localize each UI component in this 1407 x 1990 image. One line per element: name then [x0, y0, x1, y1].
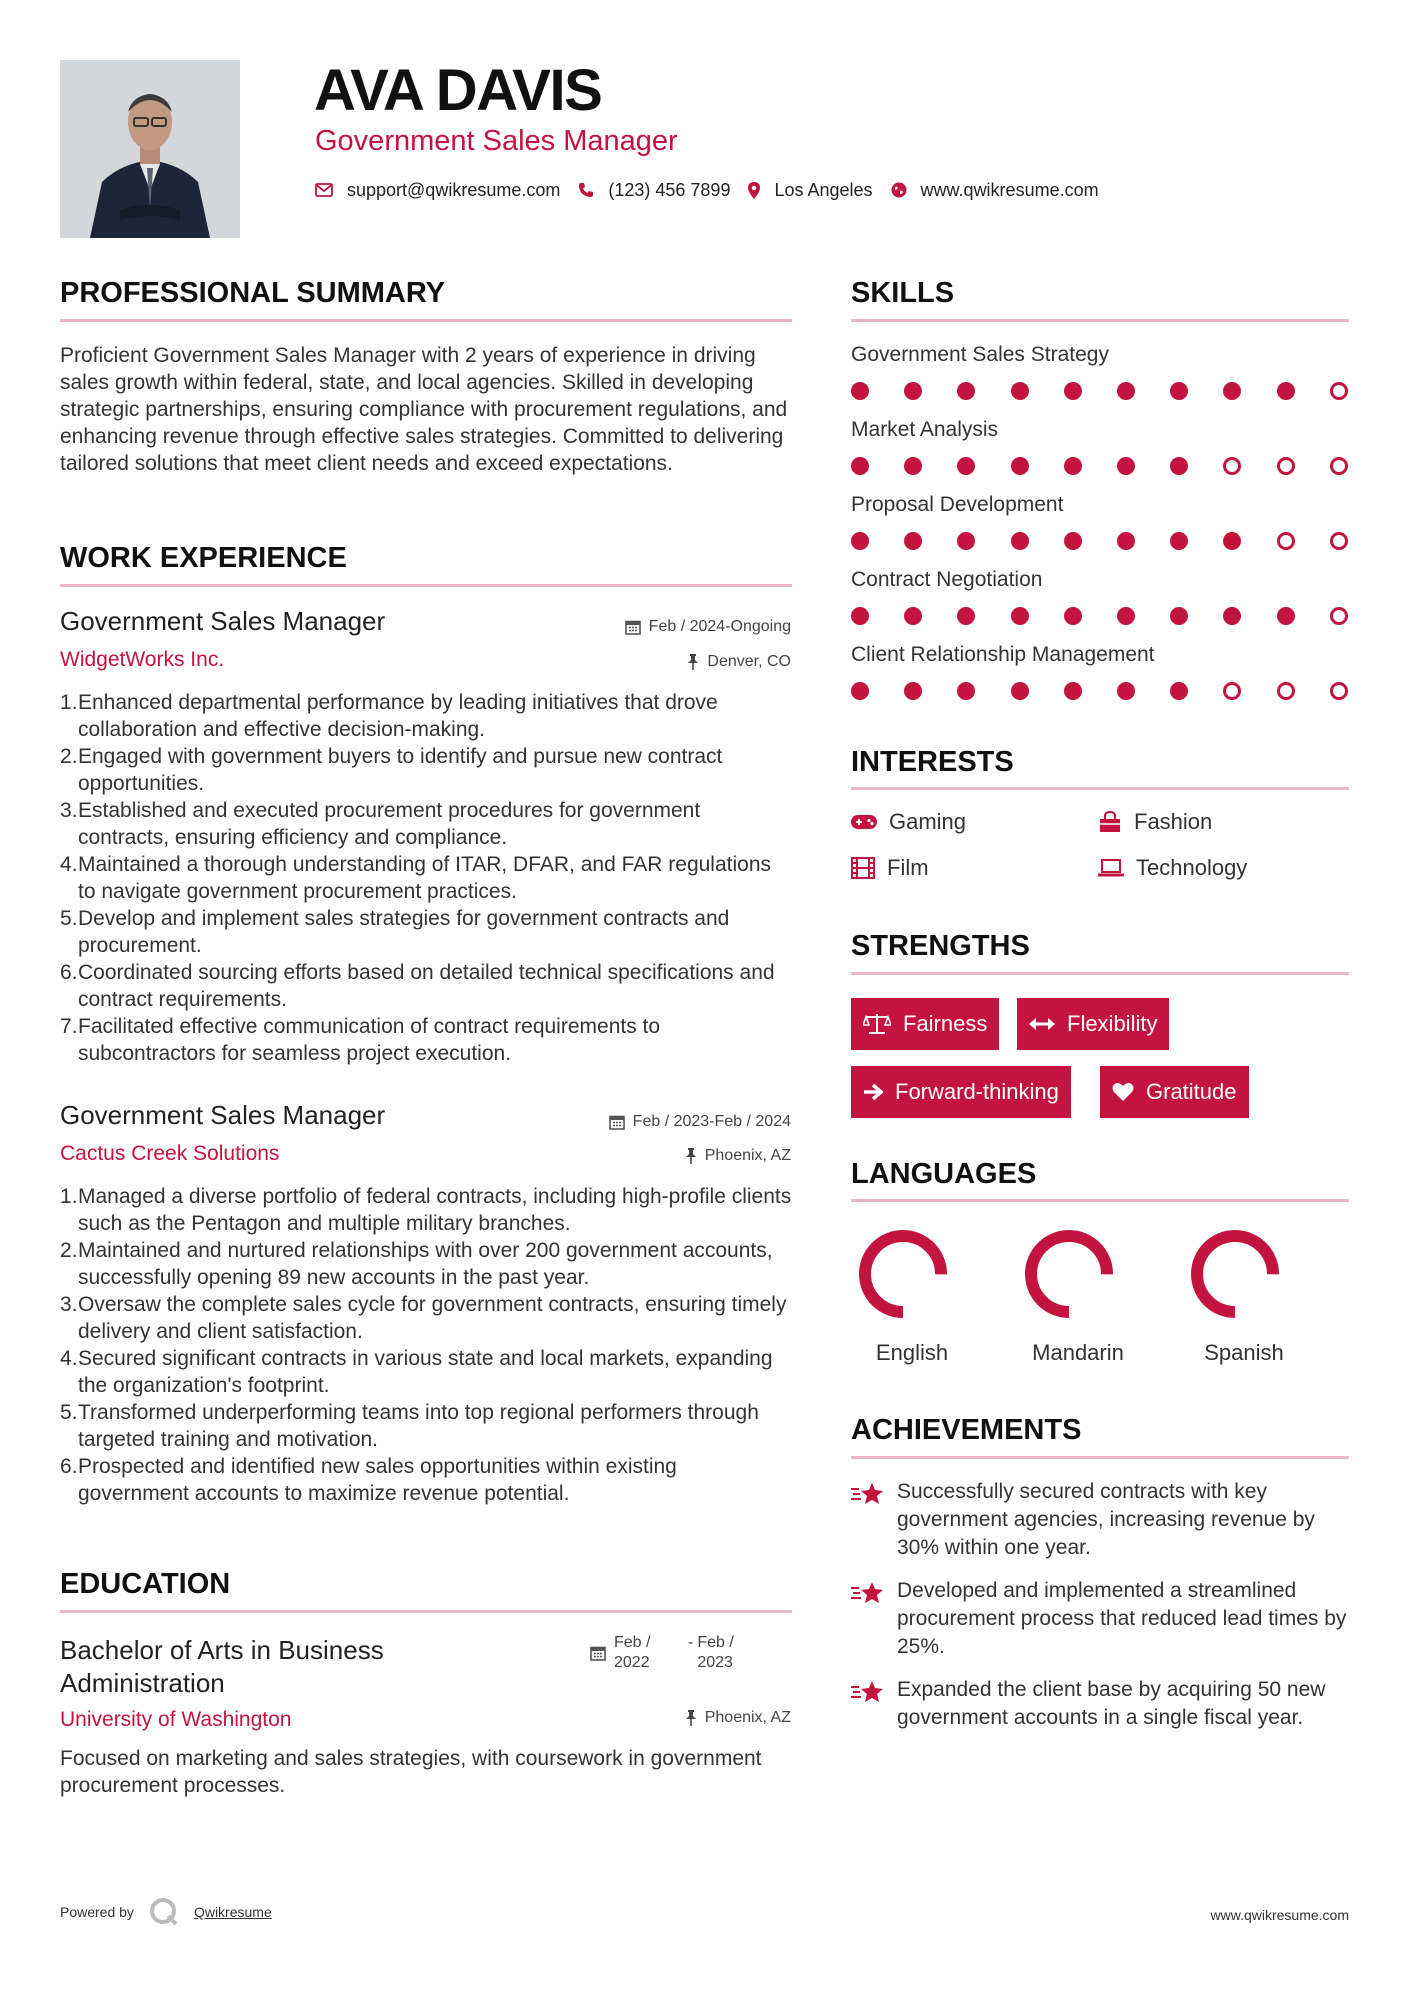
languages-heading: LANGUAGES	[851, 1158, 1037, 1190]
language-gauge	[1014, 1219, 1124, 1329]
list-item: Managed a diverse portfolio of federal contracts, including high-profile clients such as the Pentagon and multiple military branches.	[78, 1185, 792, 1235]
language-name: Mandarin	[1032, 1340, 1124, 1365]
qwikresume-logo-icon	[148, 1896, 180, 1928]
footer-branding	[60, 1896, 272, 1928]
summary-text: Proficient Government Sales Manager with 2 years of experience in driving sales growth within federal, state, and local agencies. Skilled in developing strategic partnerships, ensuring compliance with procurement regulations, and enhancing revenue through effective sales strategies. Committed to delivering tailored solutions that meet client needs and exceed expectations.	[60, 344, 788, 475]
rating-dot-filled	[1011, 382, 1029, 400]
rating-dot-filled	[957, 682, 975, 700]
rating-dot-empty	[1330, 682, 1348, 700]
education-end: Feb / 2023	[697, 1634, 734, 1671]
language-gauge-arc	[1197, 1236, 1273, 1312]
footer-url[interactable]: www.qwikresume.com	[1210, 1907, 1349, 1923]
rating-dot-filled	[1223, 607, 1241, 625]
map-pin-icon	[748, 182, 760, 199]
language-gauge	[1180, 1219, 1290, 1329]
rating-dot-filled	[1117, 457, 1135, 475]
pushpin-icon	[687, 654, 699, 670]
skill-name: Government Sales Strategy	[851, 343, 1109, 366]
strength-tag-forward-thinking	[851, 1066, 1071, 1118]
education-degree: Bachelor of Arts in Business Administration	[60, 1635, 384, 1698]
calendar-icon	[625, 619, 641, 635]
rating-dot-empty	[1223, 457, 1241, 475]
envelope-icon	[315, 183, 333, 197]
languages-divider	[851, 1199, 1349, 1202]
rating-dot-filled	[904, 457, 922, 475]
experience-divider	[60, 584, 792, 587]
skill-rating	[851, 457, 1349, 477]
contact-website[interactable]	[891, 180, 1099, 201]
rating-dot-empty	[1330, 382, 1348, 400]
rating-dot-filled	[1223, 532, 1241, 550]
rating-dot-filled	[1277, 607, 1295, 625]
list-item: Maintained and nurtured relationships with over 200 government accounts, successfully opening 89 new accounts in the past year.	[78, 1239, 773, 1289]
summary-divider	[60, 319, 792, 322]
skills-divider	[851, 319, 1349, 322]
job-2-company: Cactus Creek Solutions	[60, 1142, 280, 1165]
skill-name: Client Relationship Management	[851, 643, 1155, 666]
powered-by-label: Powered by	[60, 1904, 134, 1920]
education-divider	[60, 1610, 792, 1613]
balance-scale-icon	[863, 1013, 891, 1035]
achievement-text: Expanded the client base by acquiring 50 new government accounts in a single fiscal year.	[897, 1678, 1326, 1729]
rating-dot-filled	[1170, 457, 1188, 475]
rating-dot-filled	[1011, 457, 1029, 475]
rating-dot-filled	[851, 607, 869, 625]
achievements-heading: ACHIEVEMENTS	[851, 1414, 1082, 1446]
pushpin-icon	[685, 1710, 697, 1726]
list-item: Develop and implement sales strategies for government contracts and procurement.	[78, 907, 730, 957]
interest-gaming	[851, 809, 966, 835]
shopping-bag-icon	[1098, 811, 1122, 833]
list-item: Coordinated sourcing efforts based on detailed technical specifications and contract requirements.	[78, 961, 775, 1011]
job-2-dates	[609, 1112, 791, 1132]
candidate-title: Government Sales Manager	[315, 125, 678, 157]
skill-rating	[851, 382, 1349, 402]
strength-label: Fairness	[903, 1011, 988, 1036]
interest-label: Gaming	[889, 809, 967, 834]
education-heading: EDUCATION	[60, 1568, 231, 1600]
rating-dot-empty	[1277, 532, 1295, 550]
shooting-star-icon	[851, 1480, 885, 1508]
list-item: Transformed underperforming teams into top regional performers through targeted training and motivation.	[78, 1401, 759, 1451]
rating-dot-empty	[1223, 682, 1241, 700]
interest-label: Film	[887, 855, 929, 880]
skills-heading: SKILLS	[851, 277, 955, 309]
phone-text: (123) 456 7899	[608, 179, 731, 200]
education-start: Feb / 2022	[614, 1634, 651, 1671]
skill-rating	[851, 682, 1349, 702]
rating-dot-filled	[1064, 682, 1082, 700]
education-location	[685, 1708, 791, 1728]
rating-dot-empty	[1277, 457, 1295, 475]
brand-link[interactable]: Qwikresume	[193, 1904, 272, 1920]
summary-heading: PROFESSIONAL SUMMARY	[60, 277, 446, 309]
rating-dot-filled	[1064, 382, 1082, 400]
list-item: Prospected and identified new sales opportunities within existing government accounts to maximize revenue potential.	[78, 1455, 677, 1505]
skill-rating	[851, 607, 1349, 627]
interest-fashion	[1098, 809, 1212, 835]
rating-dot-filled	[1011, 682, 1029, 700]
education-school: University of Washington	[60, 1708, 292, 1731]
list-item: Secured significant contracts in various state and local markets, expanding the organization's footprint.	[78, 1347, 773, 1397]
strength-label: Forward-thinking	[895, 1079, 1059, 1104]
job-2-title: Government Sales Manager	[60, 1100, 386, 1130]
achievement-item-3	[851, 1676, 1351, 1732]
rating-dot-filled	[957, 382, 975, 400]
achievement-text: Developed and implemented a streamlined procurement process that reduced lead times by 25%.	[897, 1579, 1347, 1658]
list-item: Engaged with government buyers to identify and pursue new contract opportunities.	[78, 745, 723, 795]
interest-label: Fashion	[1134, 809, 1213, 834]
rating-dot-empty	[1330, 532, 1348, 550]
skill-name: Contract Negotiation	[851, 568, 1043, 591]
email-text: support@qwikresume.com	[347, 179, 561, 200]
job-2-dates-text: Feb / 2023-Feb / 2024	[632, 1113, 791, 1130]
website-text: www.qwikresume.com	[920, 179, 1099, 200]
skill-name: Proposal Development	[851, 493, 1064, 516]
location-text: Los Angeles	[774, 179, 873, 200]
contact-email[interactable]	[315, 180, 560, 201]
rating-dot-filled	[1064, 532, 1082, 550]
rating-dot-filled	[851, 382, 869, 400]
phone-icon	[578, 182, 594, 198]
skill-name: Market Analysis	[851, 418, 999, 441]
globe-icon	[891, 182, 907, 198]
rating-dot-filled	[1223, 382, 1241, 400]
language-gauge-arc	[865, 1236, 941, 1312]
rating-dot-empty	[1277, 682, 1295, 700]
contact-phone[interactable]	[578, 180, 730, 201]
rating-dot-filled	[851, 457, 869, 475]
interest-label: Technology	[1136, 855, 1248, 880]
rating-dot-filled	[904, 532, 922, 550]
language-name: Spanish	[1204, 1340, 1284, 1365]
candidate-name: AVA DAVIS	[314, 58, 602, 123]
strengths-divider	[851, 972, 1349, 975]
film-icon	[851, 857, 875, 879]
rating-dot-filled	[851, 682, 869, 700]
language-name: English	[875, 1340, 949, 1365]
achievement-item-1	[851, 1478, 1351, 1562]
rating-dot-empty	[1330, 607, 1348, 625]
education-dates: Feb / 2022 - Feb / 2023	[590, 1633, 749, 1673]
contact-location	[748, 180, 872, 201]
job-1-dates	[625, 617, 791, 637]
job-1-location-text: Denver, CO	[707, 653, 791, 670]
shooting-star-icon	[851, 1579, 885, 1607]
strengths-heading: STRENGTHS	[851, 930, 1030, 962]
rating-dot-filled	[1117, 607, 1135, 625]
rating-dot-filled	[1064, 607, 1082, 625]
list-item: Oversaw the complete sales cycle for government contracts, ensuring timely delivery and client satisfaction.	[78, 1293, 787, 1343]
laptop-icon	[1098, 859, 1124, 877]
achievements-divider	[851, 1456, 1349, 1459]
job-1-company: WidgetWorks Inc.	[60, 648, 225, 671]
gamepad-icon	[851, 814, 877, 830]
strength-tag-fairness	[851, 998, 999, 1050]
arrows-horizontal-icon	[1029, 1017, 1055, 1031]
rating-dot-empty	[1330, 457, 1348, 475]
rating-dot-filled	[1117, 682, 1135, 700]
rating-dot-filled	[1170, 532, 1188, 550]
rating-dot-filled	[1170, 607, 1188, 625]
list-item: Maintained a thorough understanding of ITAR, DFAR, and FAR regulations to navigate government procurement practices.	[78, 853, 772, 903]
job-2-location	[685, 1146, 791, 1166]
rating-dot-filled	[1277, 382, 1295, 400]
language-gauge	[848, 1219, 958, 1329]
profile-photo	[60, 60, 240, 238]
strength-tag-gratitude	[1100, 1066, 1249, 1118]
rating-dot-filled	[957, 457, 975, 475]
contact-bar	[315, 176, 1117, 204]
education-location-text: Phoenix, AZ	[704, 1709, 791, 1726]
job-1-location	[687, 652, 791, 672]
pushpin-icon	[685, 1148, 697, 1164]
rating-dot-filled	[1170, 382, 1188, 400]
list-item: Established and executed procurement procedures for government contracts, ensuring efficiency and compliance.	[78, 799, 701, 849]
rating-dot-filled	[957, 607, 975, 625]
strength-label: Gratitude	[1146, 1079, 1237, 1104]
rating-dot-filled	[904, 682, 922, 700]
rating-dot-filled	[1011, 532, 1029, 550]
job-1-title: Government Sales Manager	[60, 606, 386, 636]
heart-icon	[1112, 1082, 1134, 1102]
interest-film	[851, 855, 929, 881]
arrow-right-icon	[863, 1083, 883, 1101]
job-2-bullets	[60, 1183, 792, 1507]
job-1-dates-text: Feb / 2024-Ongoing	[648, 618, 791, 635]
rating-dot-filled	[1170, 682, 1188, 700]
skill-rating	[851, 532, 1349, 552]
rating-dot-filled	[904, 382, 922, 400]
strength-label: Flexibility	[1067, 1011, 1158, 1036]
job-1-bullets	[60, 689, 792, 1067]
rating-dot-filled	[1064, 457, 1082, 475]
calendar-icon	[609, 1114, 625, 1130]
experience-heading: WORK EXPERIENCE	[60, 542, 347, 574]
shooting-star-icon	[851, 1678, 885, 1706]
rating-dot-filled	[957, 532, 975, 550]
interests-divider	[851, 787, 1349, 790]
rating-dot-filled	[851, 532, 869, 550]
job-2-location-text: Phoenix, AZ	[704, 1147, 791, 1164]
interests-heading: INTERESTS	[851, 746, 1014, 778]
rating-dot-filled	[1117, 532, 1135, 550]
rating-dot-filled	[904, 607, 922, 625]
achievement-item-2	[851, 1577, 1351, 1661]
strength-tag-flexibility	[1017, 998, 1169, 1050]
list-item: Enhanced departmental performance by leading initiatives that drove collaboration and effective decision-making.	[78, 691, 718, 741]
rating-dot-filled	[1011, 607, 1029, 625]
achievement-text: Successfully secured contracts with key government agencies, increasing revenue by 30% within one year.	[897, 1480, 1315, 1559]
language-gauge-arc	[1031, 1236, 1107, 1312]
calendar-icon	[590, 1645, 606, 1661]
list-item: Facilitated effective communication of contract requirements to subcontractors for seamless project execution.	[78, 1015, 661, 1065]
education-description: Focused on marketing and sales strategies, with coursework in government procurement processes.	[60, 1747, 762, 1797]
interest-technology	[1098, 855, 1247, 881]
rating-dot-filled	[1117, 382, 1135, 400]
